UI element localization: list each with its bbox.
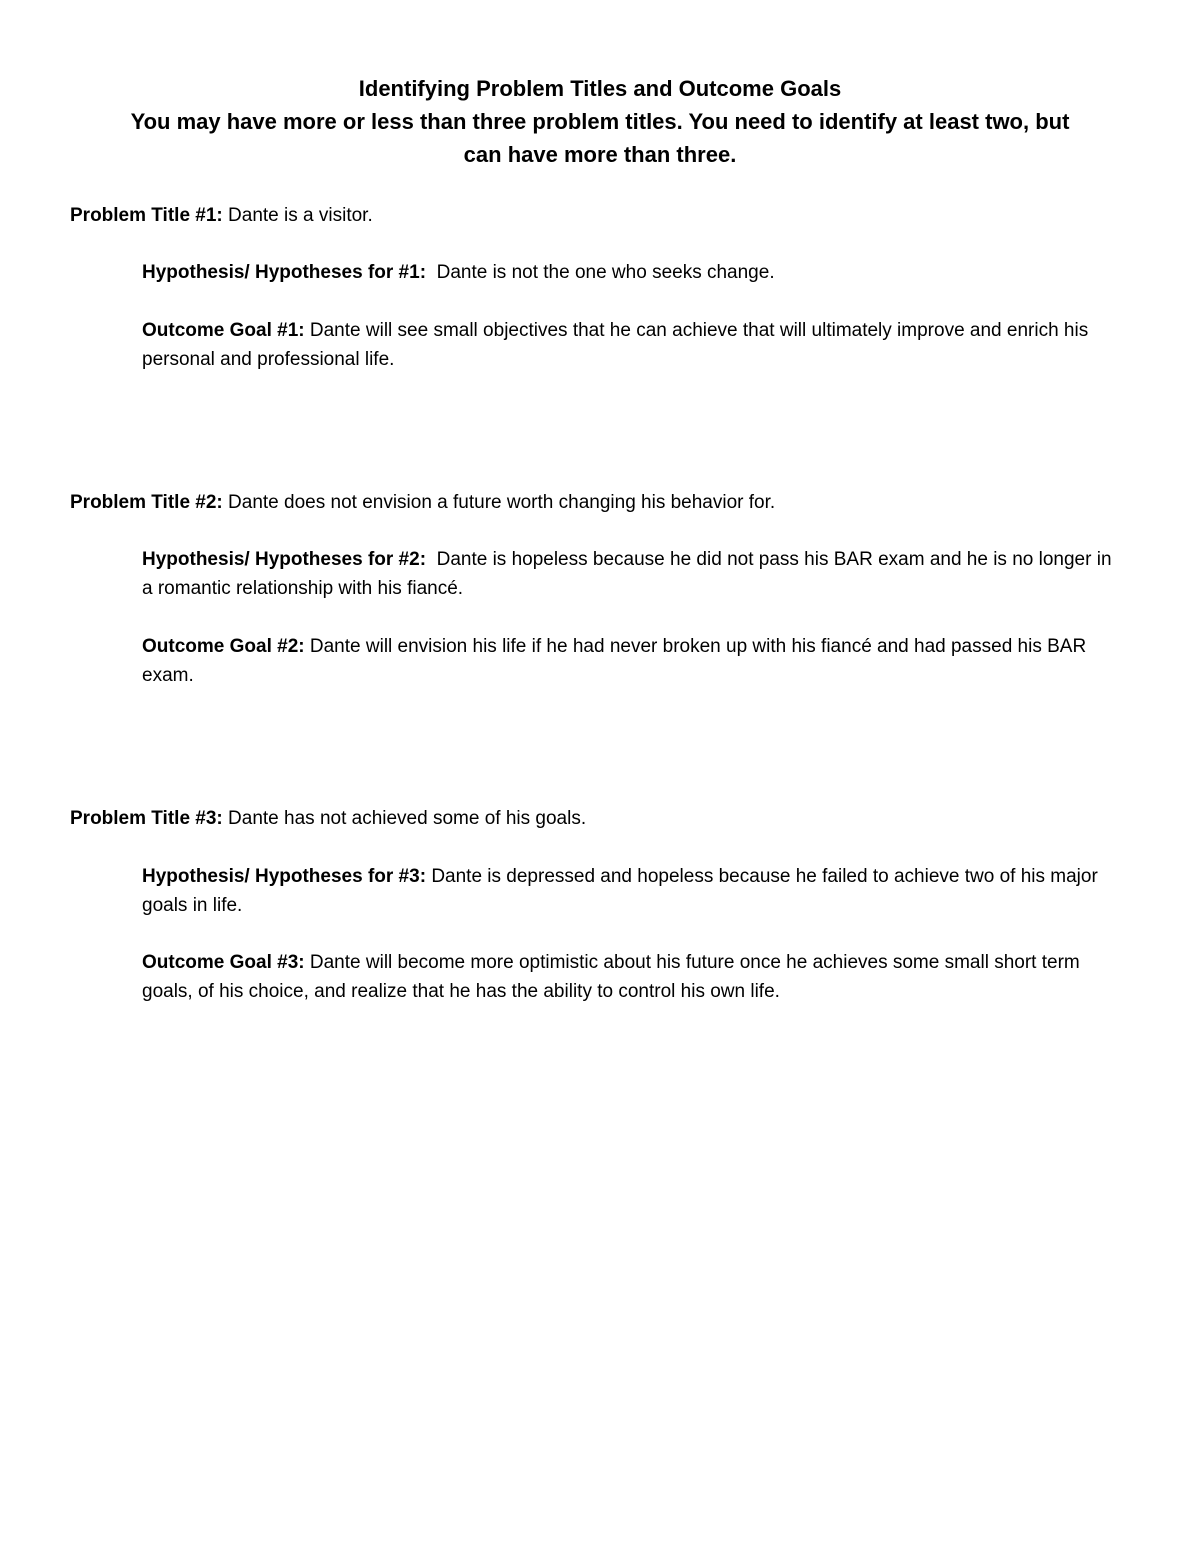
problem-title-text: Dante does not envision a future worth changing his behavior for.: [228, 492, 776, 513]
hypothesis-text: Dante is hopeless because he did not pass his BAR exam and he is no longer in a romantic relationship with his fiancé.: [142, 549, 1112, 599]
hypothesis-text: Dante is not the one who seeks change.: [436, 262, 775, 283]
document-subtitle-line-1: You may have more or less than three problem titles. You need to identify at least two, but: [130, 109, 1070, 134]
outcome-goal-label: Outcome Goal #2:: [142, 636, 305, 657]
hypothesis-2: [142, 545, 1127, 603]
problem-title-2: [70, 488, 775, 517]
outcome-goal-label: Outcome Goal #1:: [142, 320, 305, 341]
problem-title-label: Problem Title #3:: [70, 808, 223, 829]
outcome-goal-3: [142, 948, 1127, 1006]
problem-title-1: [70, 201, 373, 230]
problem-title-label: Problem Title #1:: [70, 205, 223, 226]
hypothesis-1: [142, 258, 1127, 287]
problem-title-label: Problem Title #2:: [70, 492, 223, 513]
hypothesis-label: Hypothesis/ Hypotheses for #1:: [142, 262, 427, 283]
hypothesis-text: Dante is depressed and hopeless because he failed to achieve two of his major goals in life.: [142, 866, 1098, 916]
problem-title-3: [70, 804, 586, 833]
outcome-goal-text: Dante will become more optimistic about his future once he achieves some small short term goals, of his choice, and realize that he has the ability to control his own life.: [142, 952, 1080, 1002]
document-title: Identifying Problem Titles and Outcome Goals: [358, 76, 842, 101]
hypothesis-label: Hypothesis/ Hypotheses for #3:: [142, 866, 427, 887]
outcome-goal-1: [142, 316, 1127, 374]
problem-title-text: Dante is a visitor.: [228, 205, 373, 226]
outcome-goal-text: Dante will envision his life if he had never broken up with his fiancé and had passed his BAR exam.: [142, 636, 1087, 686]
document-header: [60, 72, 1140, 171]
hypothesis-3: [142, 862, 1127, 920]
problem-title-text: Dante has not achieved some of his goals.: [228, 808, 587, 829]
outcome-goal-2: [142, 632, 1127, 690]
outcome-goal-label: Outcome Goal #3:: [142, 952, 305, 973]
document-subtitle-line-2: can have more than three.: [463, 142, 737, 167]
hypothesis-label: Hypothesis/ Hypotheses for #2:: [142, 549, 427, 570]
outcome-goal-text: Dante will see small objectives that he can achieve that will ultimately improve and enrich his personal and professional life.: [142, 320, 1089, 370]
